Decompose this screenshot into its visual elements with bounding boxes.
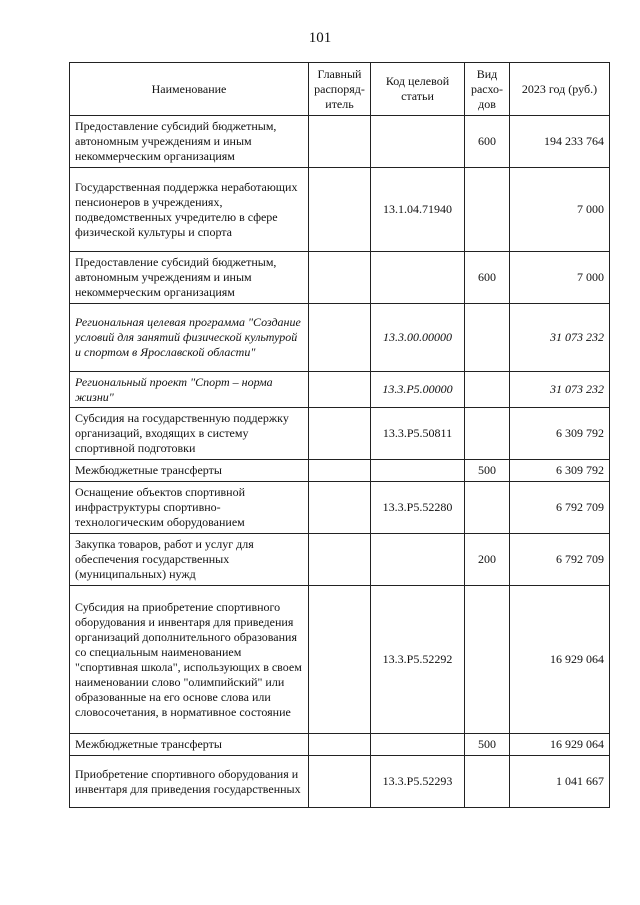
table-row: [70, 168, 610, 252]
cell-expense-type: [465, 168, 510, 252]
table-row: [70, 372, 610, 408]
cell-name: Закупка товаров, работ и услуг для обеспечения государственных (муниципальных) нужд: [70, 534, 309, 586]
table-row: [70, 586, 610, 734]
cell-main-manager: [309, 168, 371, 252]
cell-main-manager: [309, 252, 371, 304]
cell-amount: 194 233 764: [510, 116, 610, 168]
cell-name: Субсидия на государственную поддержку организаций, входящих в систему спортивной подготовки: [70, 408, 309, 460]
cell-name: Межбюджетные трансферты: [70, 460, 309, 482]
column-header-main-manager: Главный распоряд-итель: [309, 63, 371, 116]
cell-target-code: 13.3.P5.52280: [371, 482, 465, 534]
table-row: [70, 734, 610, 756]
cell-expense-type: [465, 408, 510, 460]
table-row: [70, 252, 610, 304]
cell-target-code: 13.3.P5.52292: [371, 586, 465, 734]
cell-target-code: [371, 534, 465, 586]
column-header-name: Наименование: [70, 63, 309, 116]
table-row: [70, 756, 610, 808]
cell-main-manager: [309, 756, 371, 808]
cell-name: Субсидия на приобретение спортивного оборудования и инвентаря для приведения организаций дополнительного образования со специальным наименованием "спортивная школа", использующих в своем наименовании слово "олимпийский" или образованные на его основе слова или словосочетания, в нормативное состояние: [70, 586, 309, 734]
cell-name: Предоставление субсидий бюджетным, автономным учреждениям и иным некоммерческим организациям: [70, 116, 309, 168]
cell-main-manager: [309, 586, 371, 734]
cell-main-manager: [309, 116, 371, 168]
cell-main-manager: [309, 408, 371, 460]
budget-table: [69, 62, 610, 808]
cell-amount: 31 073 232: [510, 304, 610, 372]
cell-amount: 6 309 792: [510, 460, 610, 482]
column-header-year: 2023 год (руб.): [510, 63, 610, 116]
cell-target-code: 13.1.04.71940: [371, 168, 465, 252]
table-row: [70, 408, 610, 460]
cell-name: Приобретение спортивного оборудования и инвентаря для приведения государственных: [70, 756, 309, 808]
cell-amount: 7 000: [510, 168, 610, 252]
column-header-expense-type: Вид расхо-дов: [465, 63, 510, 116]
cell-expense-type: [465, 304, 510, 372]
cell-target-code: 13.3.00.00000: [371, 304, 465, 372]
cell-target-code: 13.3.P5.00000: [371, 372, 465, 408]
cell-expense-type: 500: [465, 460, 510, 482]
page-number: 101: [308, 30, 332, 46]
cell-name: Межбюджетные трансферты: [70, 734, 309, 756]
cell-expense-type: 600: [465, 252, 510, 304]
column-header-target-code: Код целевой статьи: [371, 63, 465, 116]
cell-main-manager: [309, 734, 371, 756]
table-row: [70, 460, 610, 482]
cell-main-manager: [309, 304, 371, 372]
table-body: [70, 116, 610, 808]
cell-name: Оснащение объектов спортивной инфраструктуры спортивно-технологическим оборудованием: [70, 482, 309, 534]
cell-amount: 6 309 792: [510, 408, 610, 460]
cell-amount: 16 929 064: [510, 734, 610, 756]
table-row: [70, 534, 610, 586]
cell-target-code: 13.3.P5.50811: [371, 408, 465, 460]
cell-expense-type: 500: [465, 734, 510, 756]
cell-amount: 7 000: [510, 252, 610, 304]
cell-amount: 6 792 709: [510, 482, 610, 534]
cell-amount: 6 792 709: [510, 534, 610, 586]
cell-name: Региональный проект "Спорт – норма жизни": [70, 372, 309, 408]
table-row: [70, 304, 610, 372]
cell-name: Предоставление субсидий бюджетным, автономным учреждениям и иным некоммерческим организациям: [70, 252, 309, 304]
cell-name: Региональная целевая программа "Создание условий для занятий физической культурой и спортом в Ярославской области": [70, 304, 309, 372]
table-header-row: [70, 63, 610, 116]
cell-amount: 1 041 667: [510, 756, 610, 808]
cell-expense-type: [465, 586, 510, 734]
table-row: [70, 482, 610, 534]
cell-target-code: 13.3.P5.52293: [371, 756, 465, 808]
cell-expense-type: [465, 756, 510, 808]
cell-expense-type: [465, 372, 510, 408]
cell-expense-type: 200: [465, 534, 510, 586]
cell-amount: 16 929 064: [510, 586, 610, 734]
cell-main-manager: [309, 482, 371, 534]
cell-main-manager: [309, 534, 371, 586]
cell-target-code: [371, 116, 465, 168]
cell-main-manager: [309, 460, 371, 482]
cell-expense-type: 600: [465, 116, 510, 168]
cell-target-code: [371, 460, 465, 482]
table-row: [70, 116, 610, 168]
cell-target-code: [371, 734, 465, 756]
cell-amount: 31 073 232: [510, 372, 610, 408]
cell-main-manager: [309, 372, 371, 408]
cell-name: Государственная поддержка неработающих пенсионеров в учреждениях, подведомственных учредителю в сфере физической культуры и спорта: [70, 168, 309, 252]
cell-target-code: [371, 252, 465, 304]
cell-expense-type: [465, 482, 510, 534]
